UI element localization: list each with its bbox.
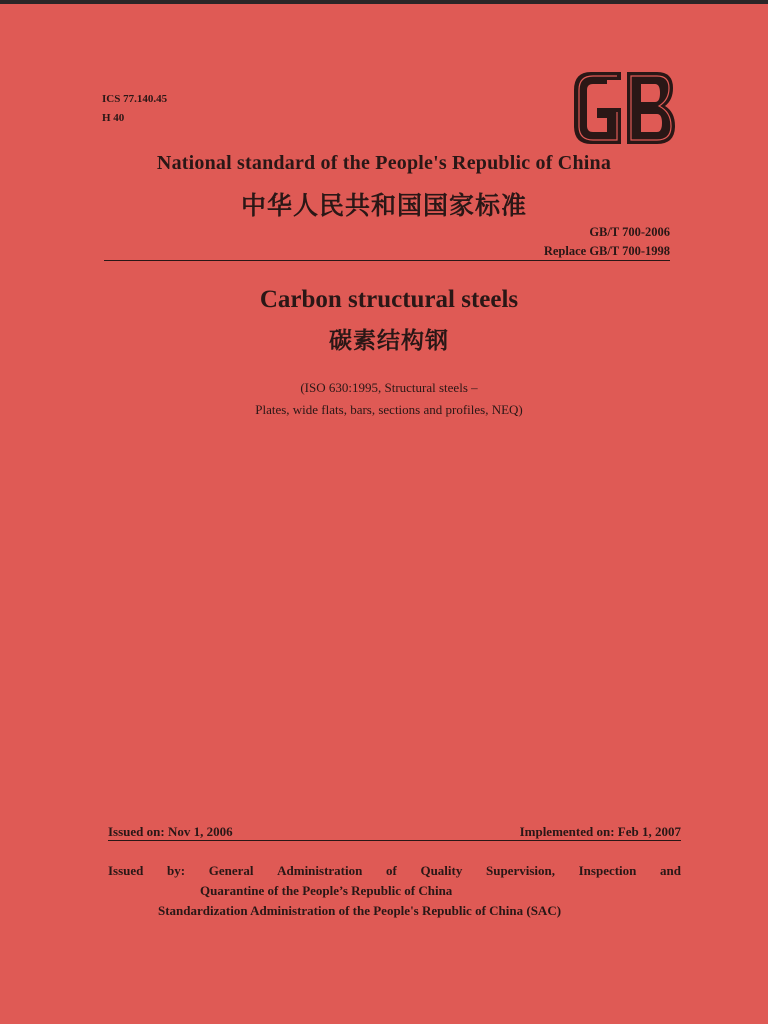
issuer-word: Issued — [108, 863, 144, 878]
standard-number-block — [544, 223, 670, 261]
issuer-line-1 — [108, 861, 681, 881]
document-cover — [0, 4, 768, 1024]
issuer-word: Quality — [420, 863, 463, 878]
standard-title-chinese: 碳素结构钢 — [329, 328, 449, 354]
standard-title: Carbon structural steels — [259, 286, 519, 313]
ccs-code: H 40 — [102, 112, 125, 124]
iso-reference — [0, 377, 768, 421]
issuer-word: by: — [167, 863, 186, 878]
gb-logo — [571, 70, 677, 146]
footer-divider — [108, 840, 681, 841]
implemented-on-date: Implemented on: Feb 1, 2007 — [519, 824, 681, 839]
national-standard-title: National standard of the People's Republic of China — [156, 152, 612, 174]
standard-number: GB/T 700-2006 — [589, 225, 670, 239]
header-divider — [104, 260, 670, 261]
issued-on-date: Issued on: Nov 1, 2006 — [108, 824, 233, 839]
issuer-line-3: Standardization Administration of the People's Republic of China (SAC) — [158, 903, 562, 918]
issuer-word: Supervision, — [485, 863, 555, 878]
issuer-block — [108, 861, 681, 921]
iso-reference-line-2: Plates, wide flats, bars, sections and profiles, NEQ) — [255, 402, 523, 417]
issuer-word: of — [385, 863, 397, 878]
replaced-standard: Replace GB/T 700-1998 — [543, 244, 670, 258]
iso-reference-line-1: (ISO 630:1995, Structural steels – — [300, 380, 478, 395]
issuer-word: Administration — [277, 863, 363, 878]
ics-code: ICS 77.140.45 — [102, 93, 168, 105]
issuer-word: and — [660, 863, 681, 878]
issuer-word: Inspection — [578, 863, 637, 878]
national-standard-title-chinese: 中华人民共和国国家标准 — [240, 191, 527, 220]
issuer-word: General — [208, 863, 254, 878]
classification-codes — [102, 90, 167, 128]
issuer-line-2: Quarantine of the People’s Republic of China — [200, 883, 453, 898]
